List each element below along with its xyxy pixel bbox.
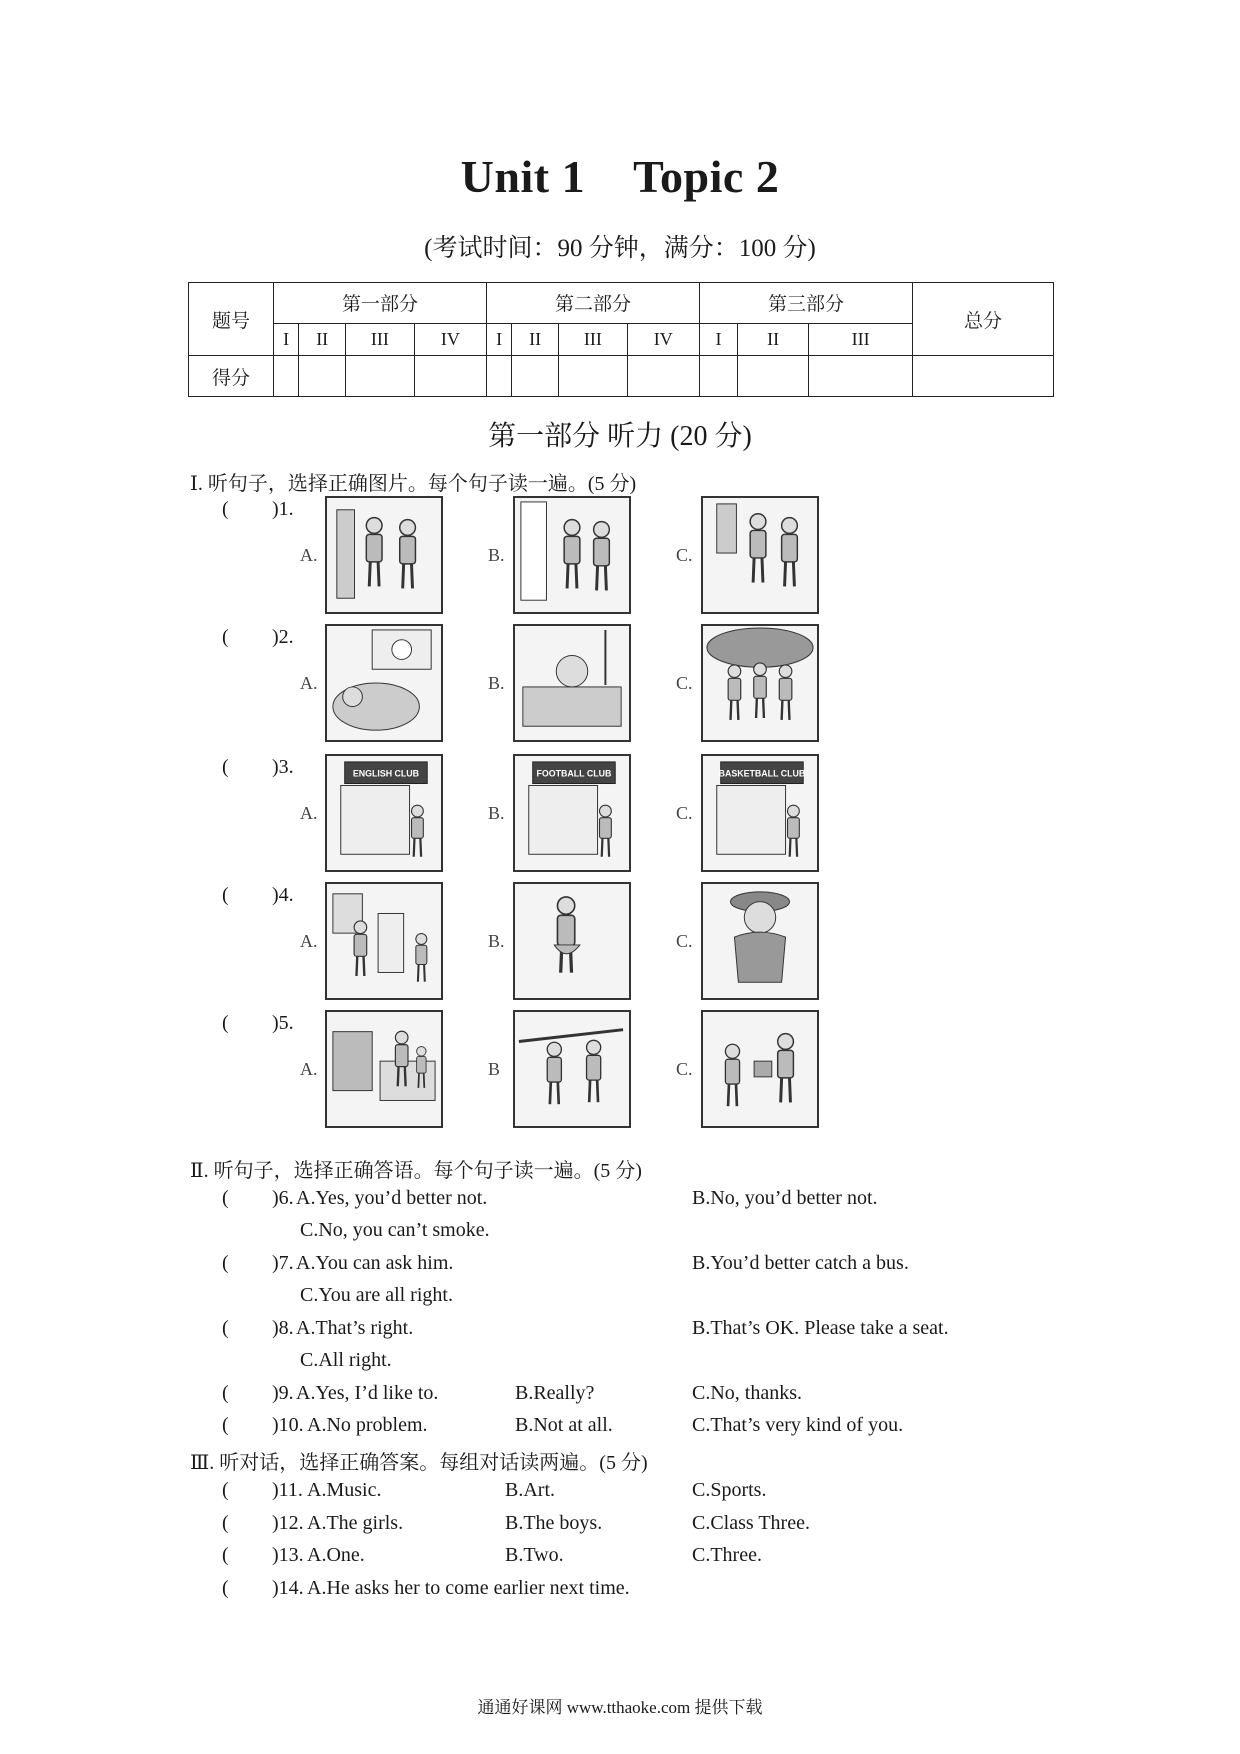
- col-p2-2: II: [512, 323, 559, 355]
- score-cell[interactable]: [414, 356, 486, 397]
- option-letter: A.: [300, 1059, 318, 1079]
- person-figure: [779, 665, 792, 720]
- option-illustration: [515, 884, 629, 998]
- question-number: )5.: [272, 1012, 294, 1034]
- question-number: )12.: [272, 1512, 304, 1534]
- question-number: )13.: [272, 1544, 304, 1566]
- answer-paren-open[interactable]: (: [222, 1544, 229, 1566]
- option-a: A.Yes, I’d like to.: [296, 1382, 439, 1404]
- score-cell[interactable]: [346, 356, 415, 397]
- option-c: C.Sports.: [692, 1479, 767, 1501]
- option-b: B.Not at all.: [515, 1414, 613, 1436]
- person-figure: [754, 663, 767, 718]
- score-cell[interactable]: [699, 356, 737, 397]
- option-picture[interactable]: [325, 624, 443, 742]
- score-cell[interactable]: [299, 356, 346, 397]
- option-letter: C.: [676, 931, 693, 951]
- option-a: A.Music.: [307, 1479, 382, 1501]
- score-cell[interactable]: [627, 356, 699, 397]
- person-figure: [728, 665, 741, 720]
- col-p3-1: I: [699, 323, 737, 355]
- option-letter: C.: [676, 1059, 693, 1079]
- option-letter: B.: [488, 803, 505, 823]
- option-picture[interactable]: [513, 754, 631, 872]
- option-illustration: [327, 1012, 441, 1126]
- score-row-label: 得分: [189, 356, 274, 397]
- option-illustration: [515, 626, 629, 740]
- option-illustration: [703, 498, 817, 612]
- score-cell[interactable]: [274, 356, 299, 397]
- club-sign-text: ENGLISH CLUB: [352, 768, 420, 779]
- option-b: B.Art.: [505, 1479, 555, 1501]
- option-picture[interactable]: [701, 1010, 819, 1128]
- person-figure: [354, 921, 367, 976]
- part2-header: 第二部分: [486, 283, 699, 324]
- option-b: B.You’d better catch a bus.: [692, 1252, 909, 1274]
- answer-paren-open[interactable]: (: [222, 756, 229, 778]
- option-picture[interactable]: [325, 882, 443, 1000]
- option-letter: A.: [300, 803, 318, 823]
- part2-heading: Ⅱ. 听句子，选择正确答语。每个句子读一遍。(5 分): [190, 1160, 642, 1182]
- option-letter: C.: [676, 545, 693, 565]
- question-number: )11.: [272, 1479, 303, 1501]
- question-number: )8.: [272, 1317, 294, 1339]
- person-figure: [564, 520, 580, 589]
- col-p1-4: IV: [414, 323, 486, 355]
- person-figure: [750, 514, 766, 583]
- person-figure: [600, 805, 612, 857]
- answer-paren-open[interactable]: (: [222, 1479, 229, 1501]
- option-picture[interactable]: [325, 1010, 443, 1128]
- option-b: B.That’s OK. Please take a seat.: [692, 1317, 949, 1339]
- answer-paren-open[interactable]: (: [222, 1382, 229, 1404]
- answer-paren-open[interactable]: (: [222, 1012, 229, 1034]
- page-title: [0, 150, 1240, 203]
- total-score-cell[interactable]: [913, 356, 1054, 397]
- score-cell[interactable]: [559, 356, 628, 397]
- col-p3-3: III: [809, 323, 913, 355]
- answer-paren-open[interactable]: (: [222, 1512, 229, 1534]
- question-number: )10.: [272, 1414, 304, 1436]
- person-figure: [416, 934, 427, 982]
- exam-info: (考试时间：90 分钟，满分：100 分): [424, 235, 816, 262]
- option-letter: A.: [300, 673, 318, 693]
- part1-heading: Ⅰ. 听句子，选择正确图片。每个句子读一遍。(5 分): [190, 473, 637, 495]
- option-illustration: [327, 884, 441, 998]
- option-letter: B.: [488, 673, 505, 693]
- option-a: A.He asks her to come earlier next time.: [307, 1577, 630, 1599]
- option-picture[interactable]: [325, 754, 443, 872]
- club-sign-text: FOOTBALL CLUB: [536, 768, 612, 779]
- person-figure: [366, 518, 382, 587]
- col-p1-2: II: [299, 323, 346, 355]
- question-number: )6.: [272, 1187, 294, 1209]
- person-figure: [594, 522, 610, 591]
- unit-label: Unit 1: [460, 151, 586, 202]
- option-b: B.Two.: [505, 1544, 564, 1566]
- part3-heading: Ⅲ. 听对话，选择正确答案。每组对话读两遍。(5 分): [190, 1452, 648, 1474]
- person-figure: [547, 1042, 561, 1104]
- option-a: A.That’s right.: [296, 1317, 414, 1339]
- option-picture[interactable]: [513, 882, 631, 1000]
- option-picture[interactable]: [513, 624, 631, 742]
- option-picture[interactable]: [701, 754, 819, 872]
- option-letter: B: [488, 1059, 501, 1079]
- option-letter: A.: [300, 545, 318, 565]
- answer-paren-open[interactable]: (: [222, 1414, 229, 1436]
- option-b: B.The boys.: [505, 1512, 603, 1534]
- club-sign-text: BASKETBALL CLUB: [718, 768, 806, 779]
- option-c: C.You are all right.: [300, 1284, 453, 1306]
- option-picture[interactable]: [325, 496, 443, 614]
- col-p2-1: I: [486, 323, 511, 355]
- question-number: )1.: [272, 498, 294, 520]
- option-letter: A.: [300, 931, 318, 951]
- answer-paren-open[interactable]: (: [222, 1577, 229, 1599]
- option-c: C.No, you can’t smoke.: [300, 1219, 490, 1241]
- option-a: A.You can ask him.: [296, 1252, 454, 1274]
- option-illustration: [515, 498, 629, 612]
- option-c: C.Class Three.: [692, 1512, 810, 1534]
- option-illustration: [327, 756, 441, 870]
- option-illustration: [515, 1012, 629, 1126]
- answer-paren-open[interactable]: (: [222, 1317, 229, 1339]
- question-number: )9.: [272, 1382, 294, 1404]
- score-cell[interactable]: [809, 356, 913, 397]
- option-c: C.That’s very kind of you.: [692, 1414, 904, 1436]
- topic-label: Topic 2: [633, 151, 780, 202]
- answer-paren-open[interactable]: (: [222, 626, 229, 648]
- option-c: C.Three.: [692, 1544, 762, 1566]
- question-number: )14.: [272, 1577, 304, 1599]
- option-a: A.Yes, you’d better not.: [296, 1187, 488, 1209]
- col-p1-3: III: [346, 323, 415, 355]
- answer-paren-open[interactable]: (: [222, 884, 229, 906]
- option-picture[interactable]: [513, 1010, 631, 1128]
- answer-paren-open[interactable]: (: [222, 1187, 229, 1209]
- option-b: B.Really?: [515, 1382, 595, 1404]
- score-table: [188, 282, 1054, 397]
- option-c: C.No, thanks.: [692, 1382, 802, 1404]
- part1-header: 第一部分: [274, 283, 487, 324]
- total-header: 总分: [913, 283, 1054, 356]
- col-p1-1: I: [274, 323, 299, 355]
- option-b: B.No, you’d better not.: [692, 1187, 878, 1209]
- question-number: )7.: [272, 1252, 294, 1274]
- option-picture[interactable]: [513, 496, 631, 614]
- option-a: A.One.: [307, 1544, 365, 1566]
- option-illustration: [703, 884, 817, 998]
- question-number-header: 题号: [189, 283, 274, 356]
- question-number: )2.: [272, 626, 294, 648]
- option-illustration: [327, 626, 441, 740]
- person-figure: [587, 1040, 601, 1102]
- option-letter: B.: [488, 931, 505, 951]
- part3-header: 第三部分: [699, 283, 912, 324]
- person-figure: [778, 1034, 794, 1103]
- option-a: A.The girls.: [307, 1512, 404, 1534]
- score-cell[interactable]: [486, 356, 511, 397]
- option-illustration: [327, 498, 441, 612]
- question-number: )4.: [272, 884, 294, 906]
- option-picture[interactable]: [701, 496, 819, 614]
- person-figure: [400, 520, 416, 589]
- person-figure: [412, 805, 424, 857]
- score-cell[interactable]: [738, 356, 809, 397]
- col-p3-2: II: [738, 323, 809, 355]
- section-title: 第一部分 听力 (20 分): [488, 421, 752, 452]
- footer-source: 通通好课网 www.tthaoke.com 提供下载: [477, 1698, 763, 1717]
- option-illustration: [703, 1012, 817, 1126]
- option-letter: B.: [488, 545, 505, 565]
- option-letter: C.: [676, 673, 693, 693]
- person-figure: [725, 1044, 739, 1106]
- option-a: A.No problem.: [307, 1414, 428, 1436]
- option-picture[interactable]: [701, 624, 819, 742]
- option-illustration: [515, 756, 629, 870]
- answer-paren-open[interactable]: (: [222, 1252, 229, 1274]
- option-illustration: [703, 756, 817, 870]
- question-number: )3.: [272, 756, 294, 778]
- option-c: C.All right.: [300, 1349, 392, 1371]
- person-figure: [788, 805, 800, 857]
- score-cell[interactable]: [512, 356, 559, 397]
- person-figure: [782, 518, 798, 587]
- col-p2-3: III: [559, 323, 628, 355]
- option-picture[interactable]: [701, 882, 819, 1000]
- person-figure: [557, 897, 574, 973]
- option-letter: C.: [676, 803, 693, 823]
- option-illustration: [703, 626, 817, 740]
- answer-paren-open[interactable]: (: [222, 498, 229, 520]
- col-p2-4: IV: [627, 323, 699, 355]
